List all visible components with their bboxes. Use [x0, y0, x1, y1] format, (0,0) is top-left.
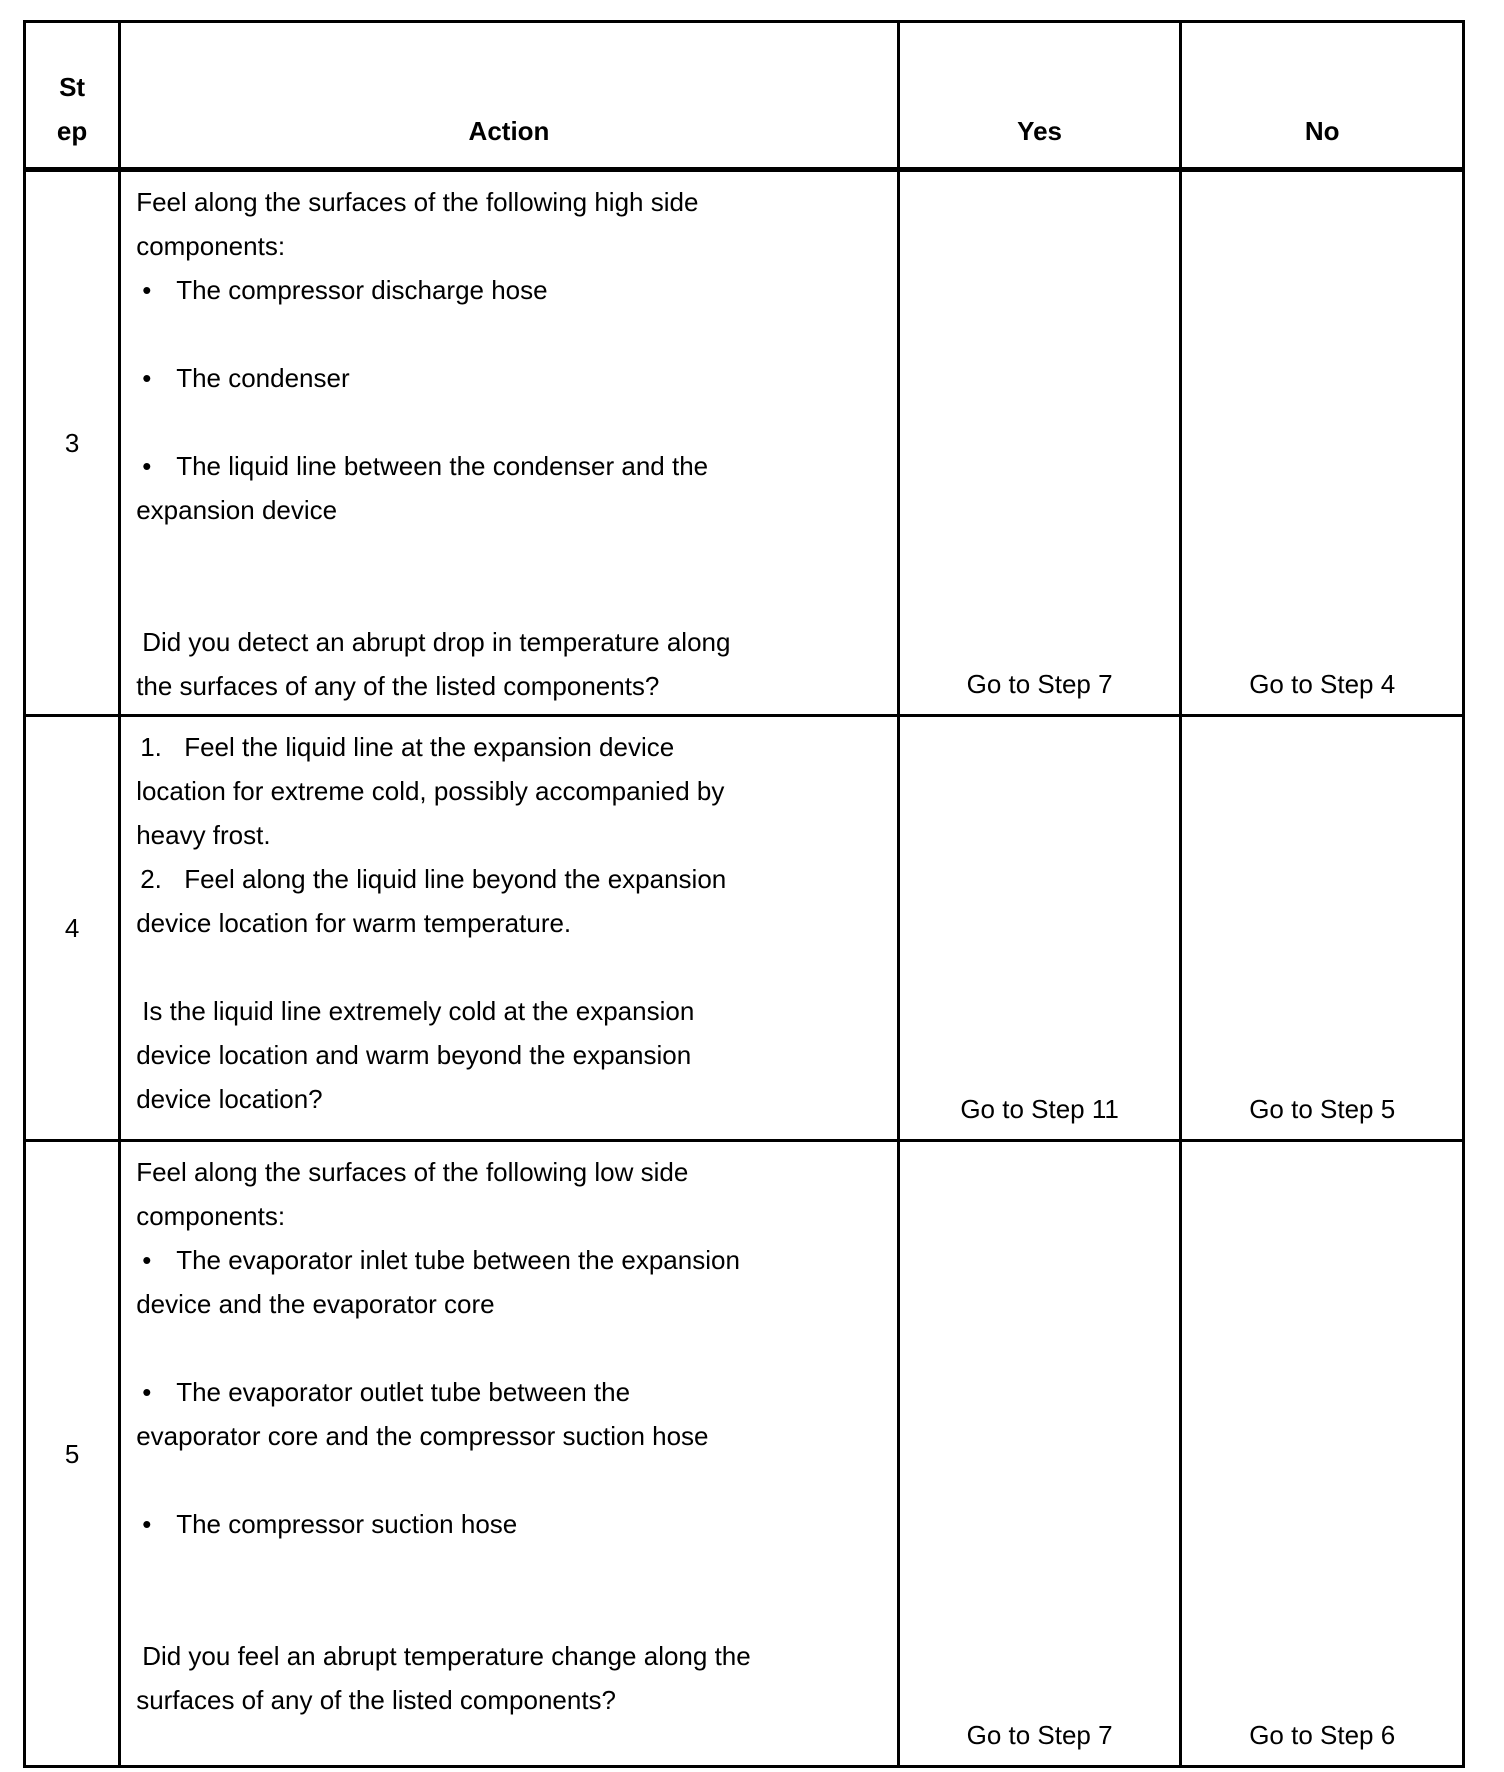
- diagnostic-table: [23, 20, 1465, 1768]
- bullet-item: • The evaporator inlet tube between the expansion: [136, 1238, 883, 1282]
- yes-result: Go to Step 7: [898, 170, 1181, 716]
- intro-text: components:: [136, 231, 286, 261]
- question-text: device location and warm beyond the expansion: [136, 1040, 692, 1070]
- header-yes: Yes: [898, 22, 1181, 170]
- action-cell: [120, 170, 899, 716]
- bullet-icon: •: [142, 1245, 152, 1275]
- intro-text: components:: [136, 1201, 286, 1231]
- header-no: No: [1181, 22, 1464, 170]
- numbered-item: 1. Feel the liquid line at the expansion device: [140, 732, 675, 762]
- table-row-step-3: [25, 170, 1464, 716]
- step-number: 5: [25, 1141, 120, 1767]
- numbered-item: 2. Feel along the liquid line beyond the expansion: [140, 864, 727, 894]
- no-result: Go to Step 4: [1181, 170, 1464, 716]
- bullet-item: • The compressor suction hose: [136, 1502, 883, 1546]
- intro-text: Feel along the surfaces of the following high side: [136, 187, 699, 217]
- table-row-step-5: [25, 1141, 1464, 1767]
- bullet-icon: •: [142, 451, 152, 481]
- question-text: device location?: [136, 1084, 323, 1114]
- action-cell: 1. Feel the liquid line at the expansion device location for extreme cold, possibly accompanied by heavy frost. 2. Feel along the liquid line beyond the expansion device location for warm temperature. Is the liquid line extremely cold at the expansion device location and warm beyond the expansion device location?: [120, 716, 899, 1141]
- bullet-icon: •: [142, 275, 152, 305]
- intro-text: Feel along the surfaces of the following low side: [136, 1157, 689, 1187]
- question-text: Is the liquid line extremely cold at the expansion: [142, 996, 695, 1026]
- step-number: 4: [25, 716, 120, 1141]
- bullet-icon: •: [142, 363, 152, 393]
- header-row: [25, 22, 1464, 170]
- bullet-continuation: expansion device: [136, 495, 338, 525]
- yes-result: Go to Step 11: [898, 716, 1181, 1141]
- bullet-icon: •: [142, 1377, 152, 1407]
- question-text: surfaces of any of the listed components?: [136, 1685, 617, 1715]
- bullet-icon: •: [142, 1509, 152, 1539]
- no-result: Go to Step 6: [1181, 1141, 1464, 1767]
- header-action: Action: [120, 22, 899, 170]
- bullet-item: • The condenser: [136, 356, 883, 400]
- question-text: the surfaces of any of the listed components?: [136, 671, 660, 701]
- bullet-item: • The evaporator outlet tube between the: [136, 1370, 883, 1414]
- bullet-item: • The liquid line between the condenser and the: [136, 444, 883, 488]
- header-step: St ep: [25, 22, 120, 170]
- action-cell: Feel along the surfaces of the following low side components: • The evaporator inlet tube between the expansion device and the evaporator core • The evaporator outlet tube between the evaporator core and the compressor suction hose • The compressor suction hose Did you feel an abrupt temperature change along the surfaces of any of the listed components?: [120, 1141, 899, 1767]
- question-text: Did you feel an abrupt temperature change along the: [142, 1641, 751, 1671]
- table-row-step-4: [25, 716, 1464, 1141]
- question-text: Did you detect an abrupt drop in temperature along: [142, 627, 731, 657]
- bullet-item: • The compressor discharge hose: [136, 268, 883, 312]
- step-number: 3: [25, 170, 120, 716]
- no-result: Go to Step 5: [1181, 716, 1464, 1141]
- yes-result: Go to Step 7: [898, 1141, 1181, 1767]
